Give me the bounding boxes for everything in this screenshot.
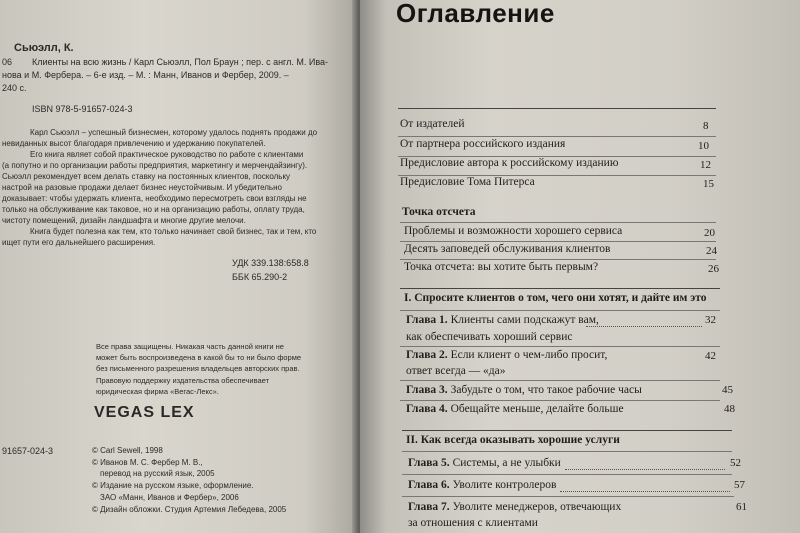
copyright-line: перевод на русский язык, 2005 xyxy=(100,469,215,478)
copyright-line: © Издание на русском языке, оформление. xyxy=(92,481,254,490)
chapter-number: Глава 3. xyxy=(406,384,448,396)
toc-entry: Десять заповедей обслуживания клиентов xyxy=(404,243,611,255)
chapter-title: Обещайте меньше, делайте больше xyxy=(450,403,624,415)
bbk: ББК 65.290-2 xyxy=(232,272,288,282)
left-page xyxy=(0,0,358,533)
chapter-title: Уволите контролеров xyxy=(452,479,557,491)
toc-entry xyxy=(406,349,607,361)
rights-line: юридическая фирма «Вегас-Лекс». xyxy=(96,387,219,396)
toc-page: 45 xyxy=(722,384,733,396)
toc-entry: Точка отсчета: вы хотите быть первым? xyxy=(404,261,599,273)
rights-line: Правовую поддержку издательства обеспечивает xyxy=(96,376,270,385)
annotation-line: чистоту помещений, дизайн ландшафта и многие другие мелочи. xyxy=(2,216,246,225)
toc-entry: Проблемы и возможности хорошего сервиса xyxy=(404,225,623,237)
number-prefix: 06 xyxy=(2,57,13,67)
copyright-line: © Carl Sewell, 1998 xyxy=(92,446,163,455)
copyright-line: © Иванов М. С. Фербер М. В., xyxy=(92,458,203,467)
toc-entry xyxy=(408,501,621,513)
annotation-line: Карл Сьюэлл – успешный бизнесмен, которому удалось поднять продажи до xyxy=(30,128,318,137)
section-title: Точка отсчета xyxy=(402,206,476,218)
chapter-number: Глава 7. xyxy=(408,501,450,513)
biblio-line-1: Клиенты на всю жизнь / Карл Сьюэлл, Пол Браун ; пер. с англ. М. Ива- xyxy=(32,57,329,67)
author-name: Сьюэлл, К. xyxy=(14,42,74,54)
rights-line: без письменного разрешения владельцев авторских прав. xyxy=(96,364,300,373)
annotation-line: Сьюэлл рекомендует всем делать ставку на постоянных клиентов, поскольку xyxy=(2,172,291,181)
chapter-title: Клиенты сами подскажут вам, xyxy=(450,314,599,326)
rights-line: Все права защищены. Никакая часть данной книги не xyxy=(96,342,284,351)
divider xyxy=(402,430,732,431)
chapter-number: Глава 4. xyxy=(406,403,448,415)
chapter-title-cont: как обеспечивать хороший сервис xyxy=(406,331,573,343)
udk: УДК 339.138:658.8 xyxy=(232,258,309,268)
toc-page: 57 xyxy=(734,479,745,491)
section-title: II. Как всегда оказывать хорошие услуги xyxy=(406,434,620,446)
toc-entry xyxy=(406,314,599,326)
toc-entry: Предисловие Тома Питерса xyxy=(400,176,535,188)
annotation-line: Его книга являет собой практическое руководство по работе с клиентами xyxy=(30,150,304,159)
biblio-line-2: нова и М. Фербера. – 6-е изд. – М. : Манн, Иванов и Фербер, 2009. – xyxy=(2,70,289,80)
annotation-line: настрой на разовые продажи делает бизнес неустойчивым. И убедительно xyxy=(2,183,282,192)
chapter-number: Глава 2. xyxy=(406,349,448,361)
chapter-number: Глава 1. xyxy=(406,314,448,326)
toc-entry xyxy=(408,479,556,491)
divider xyxy=(400,288,720,289)
toc-page: 12 xyxy=(700,159,711,171)
chapter-title: Системы, а не улыбки xyxy=(452,457,561,469)
toc-page: 10 xyxy=(698,140,709,152)
biblio-line-3: 240 с. xyxy=(2,83,27,93)
toc-entry xyxy=(406,403,624,415)
toc-entry xyxy=(408,457,561,469)
isbn-short: 91657-024-3 xyxy=(2,446,54,456)
chapter-title-cont: ответ всегда — «да» xyxy=(406,365,506,377)
toc-page: 42 xyxy=(705,350,716,362)
toc-entry xyxy=(406,384,642,396)
toc-page: 8 xyxy=(703,120,709,132)
isbn: ISBN 978-5-91657-024-3 xyxy=(32,104,133,114)
toc-entry: Предисловие автора к российскому изданию xyxy=(400,157,619,169)
annotation-line: (а попутно и по организации работы предприятия, маркетингу и мерчендайзингу). xyxy=(2,161,308,170)
annotation-line: доказывает: чтобы удержать клиента, необходимо пересмотреть свои взгляды не xyxy=(2,194,307,203)
section-title: I. Спросите клиентов о том, чего они хотят, и дайте им это xyxy=(404,292,707,304)
chapter-title: Если клиент о чем-либо просит, xyxy=(450,349,608,361)
chapter-title-cont: за отношения с клиентами xyxy=(408,517,538,529)
annotation-line: только на обслуживание как таковое, но и на организацию работы, оплату труда, xyxy=(2,205,305,214)
right-page xyxy=(360,0,800,533)
annotation-line: Книга будет полезна как тем, кто только начинает свой бизнес, так и тем, кто xyxy=(30,227,317,236)
rights-line: может быть воспроизведена в какой бы то ни было форме xyxy=(96,353,302,362)
chapter-title: Забудьте о том, что такое рабочие часы xyxy=(450,384,642,396)
divider xyxy=(398,108,716,109)
toc-entry: От издателей xyxy=(400,118,465,130)
toc-page: 48 xyxy=(724,403,735,415)
toc-page: 32 xyxy=(705,314,716,326)
annotation-line: ищет пути его дальнейшего расширения. xyxy=(2,238,156,247)
toc-page: 52 xyxy=(730,457,741,469)
copyright-line: © Дизайн обложки. Студия Артемия Лебедева, 2005 xyxy=(92,505,287,514)
page-title: Оглавление xyxy=(396,0,555,28)
vegas-lex-logo: VEGAS LEX xyxy=(94,404,195,421)
chapter-title: Уволите менеджеров, отвечающих xyxy=(452,501,622,513)
toc-page: 26 xyxy=(708,263,719,275)
copyright-line: ЗАО «Манн, Иванов и Фербер», 2006 xyxy=(100,493,239,502)
toc-page: 15 xyxy=(703,178,714,190)
toc-entry: От партнера российского издания xyxy=(400,138,566,150)
chapter-number: Глава 6. xyxy=(408,479,450,491)
annotation-line: невиданных высот благодаря привлечению и удержанию покупателей. xyxy=(2,139,266,148)
toc-page: 61 xyxy=(736,501,747,513)
toc-page: 20 xyxy=(704,227,715,239)
toc-page: 24 xyxy=(706,245,717,257)
chapter-number: Глава 5. xyxy=(408,457,450,469)
